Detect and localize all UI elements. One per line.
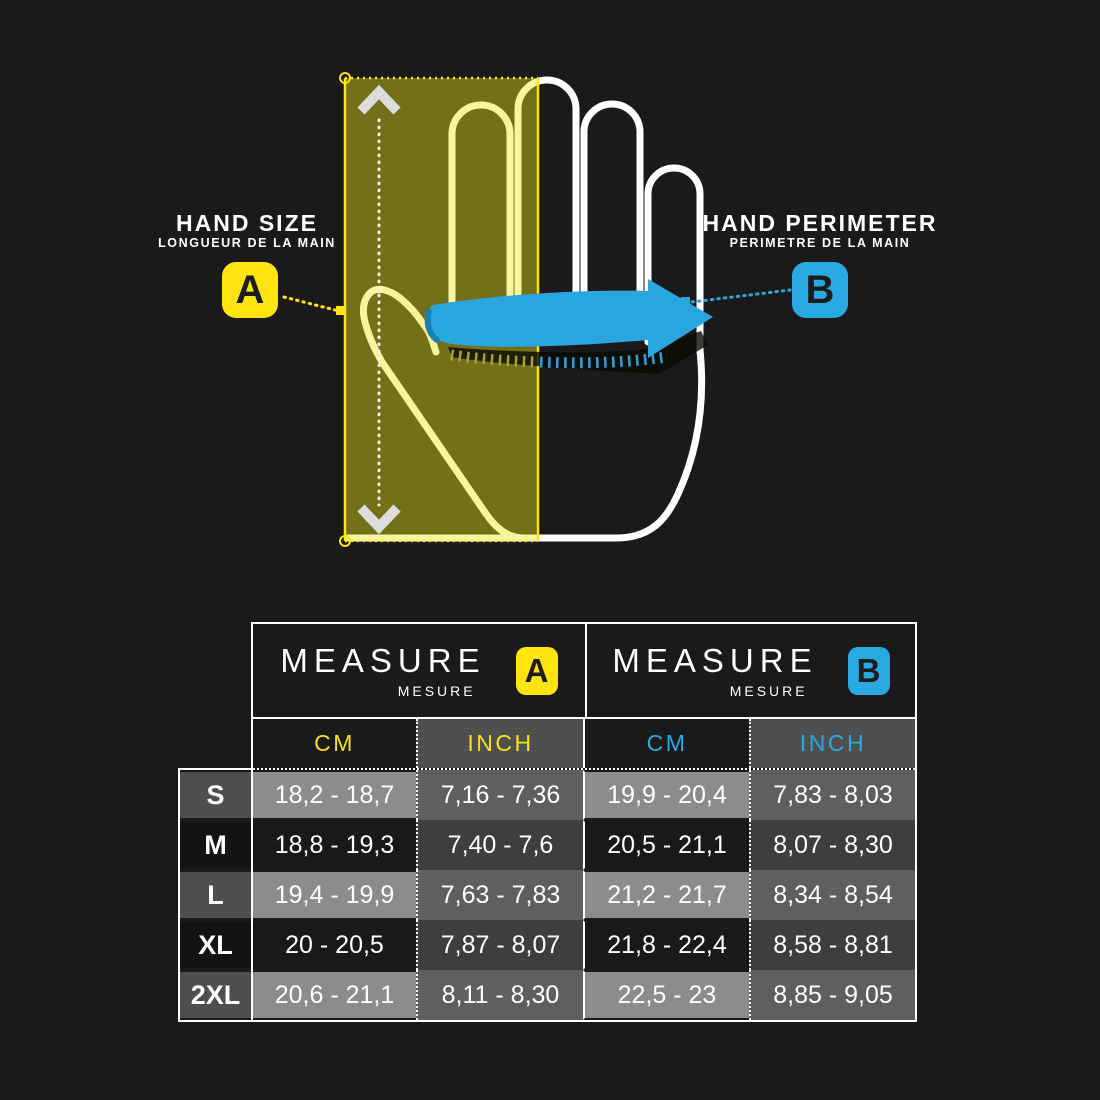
cell-xl-b-inch: 8,58 - 8,81 <box>749 920 915 970</box>
unit-inch-a: INCH <box>416 719 583 768</box>
cell-l-b-cm: 21,2 - 21,7 <box>583 870 749 920</box>
cell-l-a-inch: 7,63 - 7,83 <box>416 870 583 920</box>
cell-m-b-cm: 20,5 - 21,1 <box>583 820 749 870</box>
leader-a-anchor <box>336 306 345 315</box>
measure-b-title: MEASURE <box>612 642 818 679</box>
size-label-s: S <box>180 770 251 820</box>
cell-s-b-inch: 7,83 - 8,03 <box>749 770 915 820</box>
unit-cm-b: CM <box>583 719 749 768</box>
leader-a <box>284 297 339 311</box>
cell-m-b-inch: 8,07 - 8,30 <box>749 820 915 870</box>
hand-perimeter-title: HAND PERIMETER <box>702 210 938 236</box>
leader-b <box>692 290 790 302</box>
measure-b-header <box>585 624 915 717</box>
cell-2xl-b-cm: 22,5 - 23 <box>583 970 749 1020</box>
leader-b-anchor <box>681 297 690 306</box>
cell-s-a-inch: 7,16 - 7,36 <box>416 770 583 820</box>
hand-size-subtitle: LONGUEUR DE LA MAIN <box>158 236 336 250</box>
table-row-s <box>253 770 915 820</box>
measure-a-header <box>253 624 585 717</box>
cell-m-a-cm: 18,8 - 19,3 <box>253 820 416 870</box>
measure-b-subtitle: MESURE <box>729 683 808 699</box>
cell-l-a-cm: 19,4 - 19,9 <box>253 870 416 920</box>
measure-a-header-badge: A <box>516 647 558 695</box>
cell-xl-b-cm: 21,8 - 22,4 <box>583 920 749 970</box>
unit-header-row <box>253 719 915 770</box>
size-label-m: M <box>180 820 251 870</box>
cell-xl-a-inch: 7,87 - 8,07 <box>416 920 583 970</box>
table-row-m <box>253 820 915 870</box>
measure-a-label-wrap <box>280 642 485 699</box>
cell-s-a-cm: 18,2 - 18,7 <box>253 770 416 820</box>
size-label-column <box>178 768 253 1022</box>
cell-m-a-inch: 7,40 - 7,6 <box>416 820 583 870</box>
table-row-xl <box>253 920 915 970</box>
measure-header-row <box>253 624 915 719</box>
size-label-l: L <box>180 870 251 920</box>
cell-xl-a-cm: 20 - 20,5 <box>253 920 416 970</box>
measure-a-subtitle: MESURE <box>397 683 476 699</box>
measure-a-title: MEASURE <box>280 642 486 679</box>
measure-b-label-wrap <box>612 642 817 699</box>
hand-perimeter-subtitle: PERIMETRE DE LA MAIN <box>729 236 911 250</box>
size-table-body <box>253 770 915 1020</box>
unit-inch-b: INCH <box>749 719 915 768</box>
measure-a-badge: A <box>222 262 278 318</box>
measure-b-badge: B <box>792 262 848 318</box>
cell-s-b-cm: 19,9 - 20,4 <box>583 770 749 820</box>
table-row-l <box>253 870 915 920</box>
cell-2xl-b-inch: 8,85 - 9,05 <box>749 970 915 1020</box>
cell-l-b-inch: 8,34 - 8,54 <box>749 870 915 920</box>
size-label-xl: XL <box>180 920 251 970</box>
size-table <box>251 622 917 1022</box>
size-label-2xl: 2XL <box>180 970 251 1020</box>
measure-b-header-badge: B <box>848 647 890 695</box>
cell-2xl-a-inch: 8,11 - 8,30 <box>416 970 583 1020</box>
table-row-2xl <box>253 970 915 1020</box>
cell-2xl-a-cm: 20,6 - 21,1 <box>253 970 416 1020</box>
unit-cm-a: CM <box>314 730 355 756</box>
hand-size-title: HAND SIZE <box>176 210 318 236</box>
